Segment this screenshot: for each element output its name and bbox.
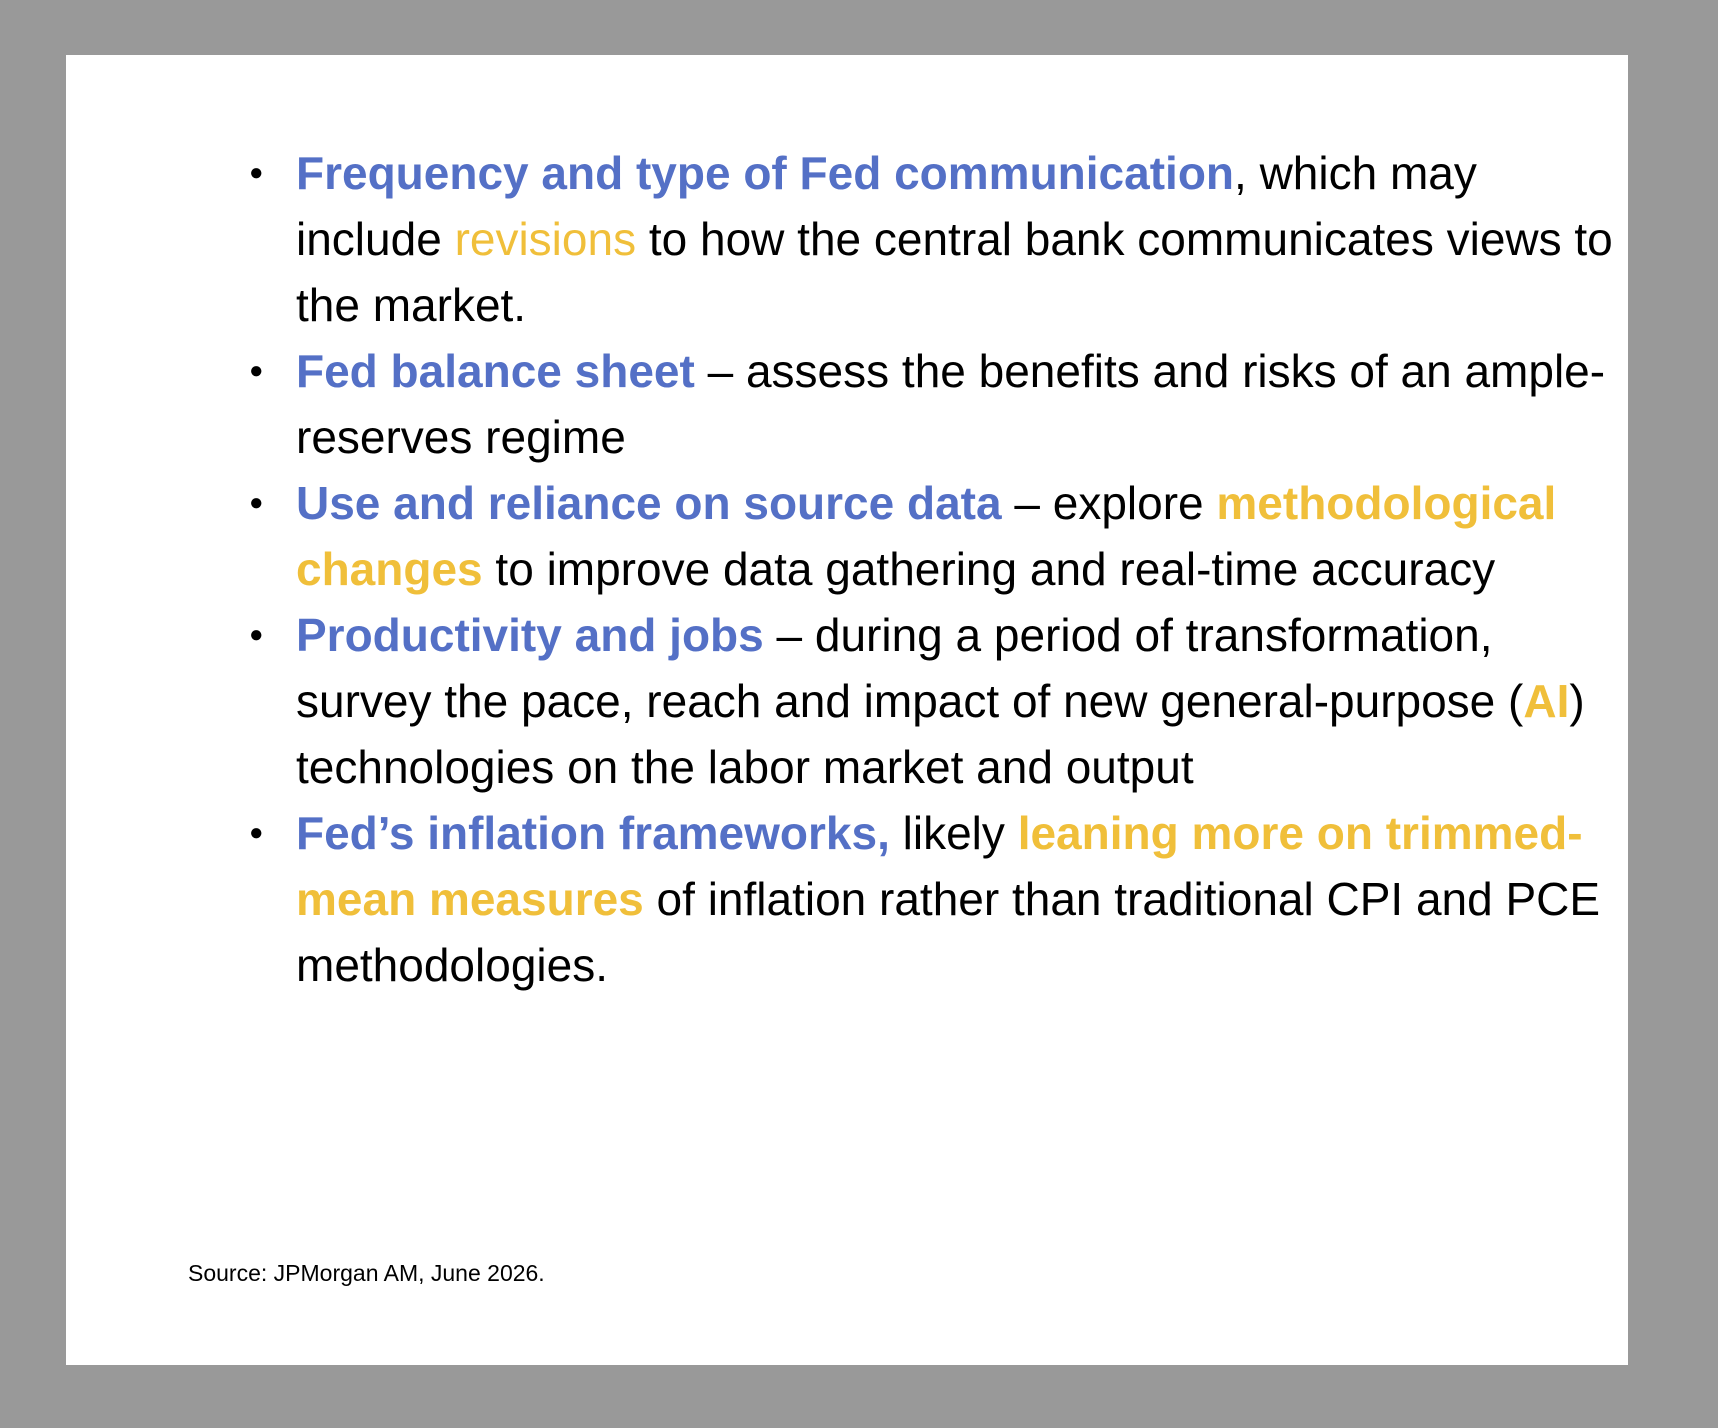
bullet-text: ) technologies on the labor market and output	[296, 675, 1585, 793]
bullet-list	[249, 140, 1626, 998]
bullet-text: , which may include	[296, 147, 1477, 265]
bullet-productivity-jobs	[249, 602, 1626, 800]
bullet-text: – during a period of transformation, survey the pace, reach and impact of new general-purpose (	[296, 609, 1524, 727]
source-note: Source: JPMorgan AM, June 2026.	[188, 1260, 545, 1286]
bullet-balance-sheet	[249, 338, 1626, 470]
bullet-highlight: AI	[1523, 675, 1570, 727]
bullet-inflation-frameworks	[249, 800, 1626, 998]
bullet-text: to improve data gathering and real-time accuracy	[482, 543, 1496, 595]
bullet-source-data	[249, 470, 1626, 602]
bullet-highlight: revisions	[454, 213, 637, 265]
bullet-dot-icon: ●	[249, 159, 264, 186]
bullet-fed-communication	[249, 140, 1626, 338]
bullet-dot-icon: ●	[249, 357, 264, 384]
bullet-text: likely	[889, 807, 1018, 859]
bullet-dot-icon: ●	[249, 489, 264, 516]
bullet-heading: Frequency and type of Fed communication	[296, 147, 1235, 199]
bullet-dot-icon: ●	[249, 621, 264, 648]
bullet-heading: Fed’s inflation frameworks,	[296, 807, 890, 859]
bullet-dot-icon: ●	[249, 819, 264, 846]
bullet-highlight: leaning more on trimmed-mean measures	[296, 807, 1583, 925]
slide	[66, 55, 1628, 1365]
bullet-text: of inflation rather than traditional CPI and PCE methodologies.	[296, 873, 1601, 991]
bullet-text: to how the central bank communicates views to the market.	[296, 213, 1613, 331]
bullet-heading: Use and reliance on source data	[296, 477, 1002, 529]
bullet-heading: Fed balance sheet	[296, 345, 695, 397]
bullet-heading: Productivity and jobs	[296, 609, 764, 661]
bullet-text: – assess the benefits and risks of an ample-reserves regime	[296, 345, 1606, 463]
bullet-text: – explore	[1001, 477, 1217, 529]
bullet-highlight: methodological changes	[296, 477, 1557, 595]
